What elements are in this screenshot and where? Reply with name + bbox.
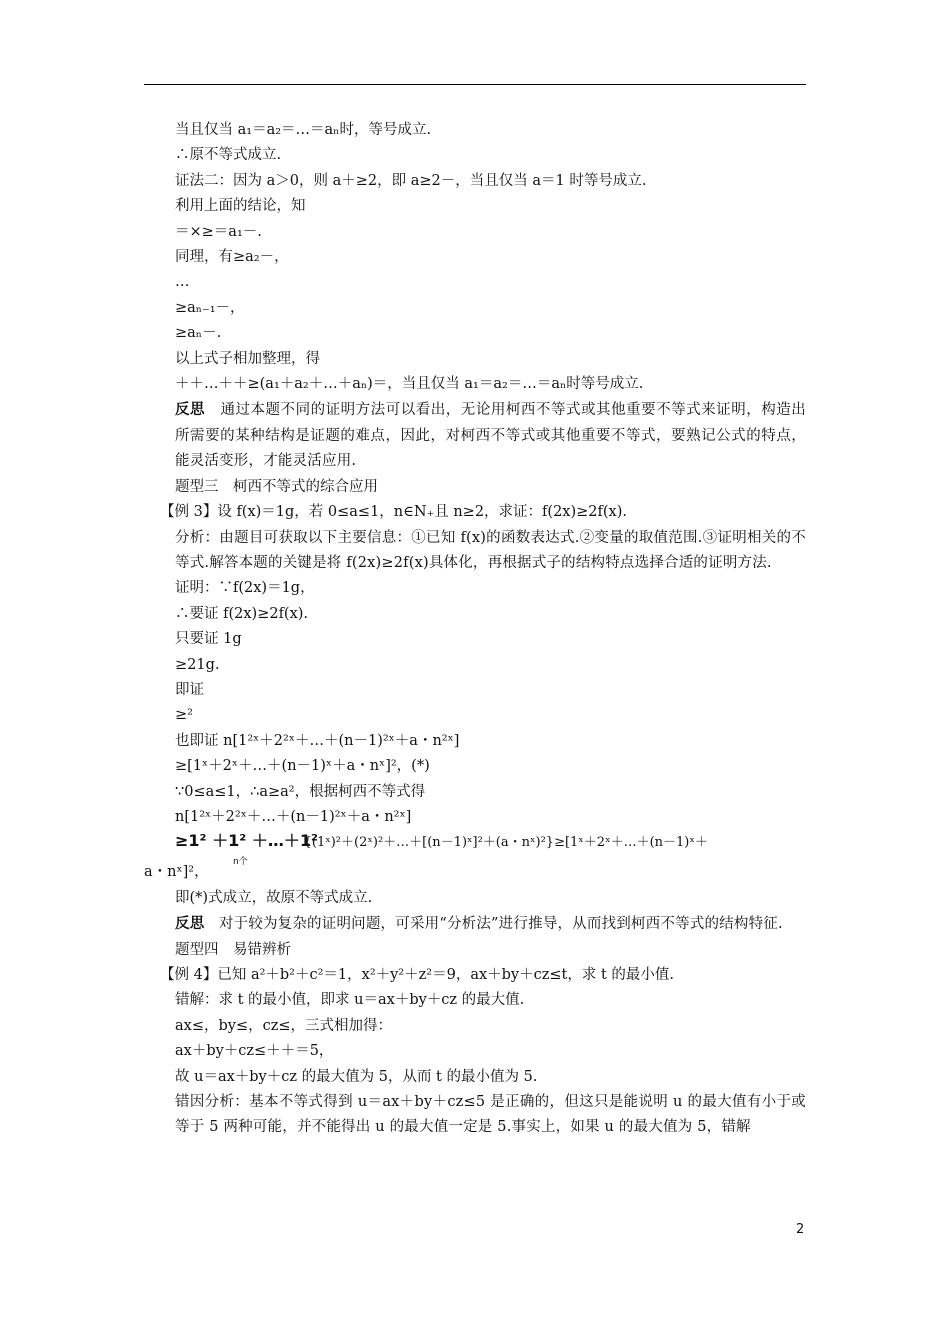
text-line: ＝×≥＝a₁－. xyxy=(175,223,262,240)
sum-count-label: n个 xyxy=(233,857,248,868)
sum-of-squares-formula xyxy=(175,830,318,868)
text-line: 当且仅当 a₁＝a₂＝…＝aₙ时，等号成立. xyxy=(175,122,432,138)
text-line: a・nˣ]²， xyxy=(144,864,209,881)
text-line: ax＋by＋cz≤＋＋＝5， xyxy=(175,1043,334,1060)
text-line: ≥[1ˣ＋2ˣ＋…＋(n－1)ˣ＋a・nˣ]²，(*) xyxy=(175,758,430,775)
text-line: ∴原不等式成立. xyxy=(175,147,282,164)
text-line: 利用上面的结论，知 xyxy=(175,198,306,215)
text-line: 证法二：因为 a＞0，则 a＋≥2，即 a≥2－，当且仅当 a＝1 时等号成立. xyxy=(175,172,647,189)
example-statement: 【例 4】已知 a²＋b²＋c²＝1，x²＋y²＋z²＝9，ax＋by＋cz≤t，求 t 的最小值. xyxy=(160,967,675,983)
error-analysis-paragraph: 错因分析：基本不等式得到 u＝ax＋by＋cz≤5 是正确的，但这只是能说明 u 的最大值有小于或等于 5 两种可能，并不能得出 u 的最大值一定是 5.事实上，如果 u 的最大值为 5，错解 xyxy=(175,1094,806,1136)
text-line: … xyxy=(175,274,190,291)
text-line: n[1²ˣ＋2²ˣ＋…＋(n－1)²ˣ＋a・n²ˣ] xyxy=(175,808,412,825)
text-line: 也即证 n[1²ˣ＋2²ˣ＋…＋(n－1)²ˣ＋a・n²ˣ] xyxy=(175,732,460,749)
text-line: ∵0≤a≤1，∴a≥a²，根据柯西不等式得 xyxy=(175,783,426,800)
text-line: 只要证 1g xyxy=(175,631,242,648)
section-heading: 题型四 易错辨析 xyxy=(175,941,291,958)
text-line: 以上式子相加整理，得 xyxy=(175,350,320,367)
text-line: ≥21g. xyxy=(175,656,220,673)
sum-rest: {(1ˣ)²＋(2ˣ)²＋…＋[(n－1)ˣ]²＋(a・nˣ)²}≥[1ˣ＋2ˣ＋…＋(n－1)ˣ＋ xyxy=(303,835,708,851)
reflection-label: 反思 xyxy=(175,915,205,933)
section-heading: 题型三 柯西不等式的综合应用 xyxy=(175,478,378,495)
reflection-paragraph xyxy=(144,397,806,474)
text-line: ≥aₙ－. xyxy=(175,325,222,342)
header-rule xyxy=(144,84,806,85)
text-line: 故 u＝ax＋by＋cz 的最大值为 5，从而 t 的最小值为 5. xyxy=(175,1068,538,1085)
analysis-paragraph: 分析：由题目可获取以下主要信息：①已知 f(x)的函数表达式.②变量的取值范围.③证明相关的不等式.解答本题的关键是将 f(2x)≥2f(x)具体化，再根据式子的结构特点选择合适的证明方法. xyxy=(175,529,806,571)
sum-symbols: ≥1² ＋1² ＋…＋1² xyxy=(175,831,318,851)
text-line: ∴要证 f(2x)≥2f(x). xyxy=(175,605,309,622)
text-line: ax≤，by≤，cz≤，三式相加得： xyxy=(175,1017,393,1034)
cauchy-sum-line xyxy=(144,830,806,868)
example-statement: 【例 3】设 f(x)＝1g，若 0≤a≤1，n∈N₊且 n≥2，求证：f(2x)≥2f(x). xyxy=(160,504,627,521)
text-line: ＋＋…＋＋≥(a₁＋a₂＋…＋aₙ)＝，当且仅当 a₁＝a₂＝…＝aₙ时等号成立. xyxy=(175,376,644,393)
page-number: 2 xyxy=(796,1222,805,1237)
text-line: 即证 xyxy=(175,681,204,698)
page-body xyxy=(144,118,806,1141)
text-line: 即(*)式成立，故原不等式成立. xyxy=(175,889,373,906)
text-line: 错解：求 t 的最小值，即求 u＝ax＋by＋cz 的最大值. xyxy=(175,992,525,1009)
reflection-paragraph xyxy=(144,911,806,937)
text-line: ≥aₙ₋₁－， xyxy=(175,299,245,316)
reflection-text: 通过本题不同的证明方法可以看出，无论用柯西不等式或其他重要不等式来证明，构造出所需要的某种结构是证题的难点，因此，对柯西不等式或其他重要不等式，要熟记公式的特点，能灵活变形，才能灵活应用. xyxy=(175,402,806,470)
reflection-label: 反思 xyxy=(175,401,206,419)
text-line: 证明：∵f(2x)＝1g， xyxy=(175,580,315,597)
text-line: 同理，有≥a₂－， xyxy=(175,249,289,266)
reflection-text: 对于较为复杂的证明问题，可采用“分析法”进行推导，从而找到柯西不等式的结构特征. xyxy=(218,916,783,933)
text-line: ≥² xyxy=(175,707,193,724)
